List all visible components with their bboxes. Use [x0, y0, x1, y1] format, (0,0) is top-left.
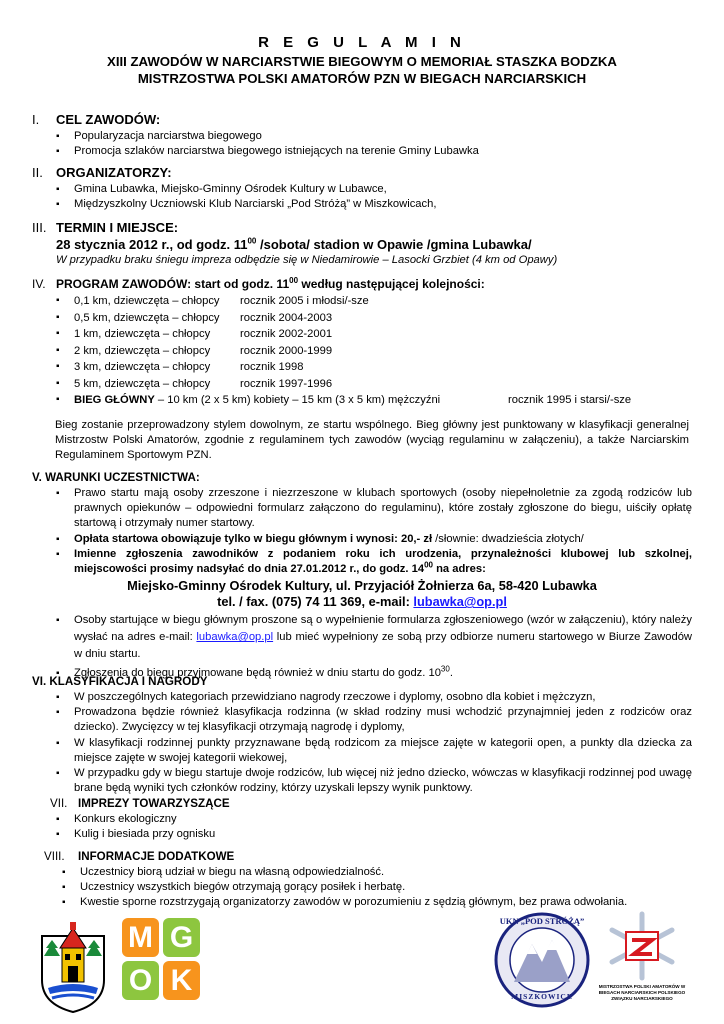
section-klasyfikacja: [32, 675, 692, 796]
section-heading: VI. KLASYFIKACJA I NAGRODY: [32, 675, 208, 688]
race-item: ▪ 0,1 km, dziewczęta – chłopcy rocznik 2005 i młodsi/-sze: [52, 293, 702, 310]
list-item: ▪ Kulig i biesiada przy ognisku: [52, 827, 650, 842]
race-item: ▪ 5 km, dziewczęta – chłopcy rocznik 1997-1996: [52, 376, 702, 393]
mgok-logo: [122, 918, 200, 1000]
mgok-letter-m: M: [122, 918, 159, 957]
ukn-top-text: UKN „POD STRÓŻĄ”: [499, 916, 585, 926]
race-item: ▪ 1 km, dziewczęta – chłopcy rocznik 2002-2001: [52, 326, 702, 343]
list-item: ▪ Konkurs ekologiczny: [52, 812, 650, 827]
list-item: ▪ W przypadku gdy w biegu startuje dwoje rodziców, lub więcej niż jedno dziecko, wówczas w klasyfikacji rodzinnej pod uwagę brane będą wyniki tych członków rodziny, którzy uzyskali lepszy wynik punktowy.: [52, 766, 692, 796]
list-item: ▪ Gmina Lubawka, Miejsko-Gminny Ośrodek Kultury w Lubawce,: [52, 182, 692, 197]
list-item: ▪ Uczestnicy wszystkich biegów otrzymają gorący posiłek i herbatę.: [58, 880, 704, 895]
list-item: ▪ Opłata startowa obowiązuje tylko w biegu głównym i wynosi: 20,- zł /słownie: dwadzieścia złotych/: [52, 532, 692, 547]
list-item: ▪ Kwestie sporne rozstrzygają organizatorzy zawodów w porozumieniu z sędzią głównym, bez prawa odwołania.: [58, 895, 704, 910]
event-date: 28 stycznia 2012 r., od godz. $11^{00}$ /sobota/ stadion w Opawie /gmina Lubawka/: [56, 236, 532, 252]
organizer-contact: tel. / fax. (075) 74 11 369, e-mail: lubawka@op.pl: [217, 594, 507, 610]
section-number: III.: [32, 220, 47, 235]
section-heading: CEL ZAWODÓW:: [56, 112, 161, 127]
section-imprezy: [50, 797, 650, 842]
race-item: ▪ 2 km, dziewczęta – chłopcy rocznik 2000-1999: [52, 343, 702, 360]
section-organizatorzy: [32, 165, 692, 212]
lubawka-coat-of-arms-logo: [38, 918, 108, 1014]
section-number: IV.: [32, 277, 46, 291]
document-subtitle-2: MISTRZOSTWA POLSKI AMATORÓW PZN W BIEGACH NARCIARSKICH: [137, 71, 587, 86]
section-program: [32, 277, 702, 409]
mgok-letter-g: G: [163, 918, 200, 957]
section-number: I.: [32, 112, 40, 127]
mgok-letter-k: K: [163, 961, 200, 1000]
race-item: ▪ 0,5 km, dziewczęta – chłopcy rocznik 2004-2003: [52, 310, 702, 327]
race-list: [52, 293, 702, 409]
ukn-bottom-text: MISZKOWICE: [511, 992, 573, 1001]
list-item: ▪ Imienne zgłoszenia zawodników z podaniem roku ich urodzenia, przynależności klubowej lub szkolnej, miejscowości prosimy nadsyłać do dnia 27.01.2012 r., do godz. $14^{00}$ na adres:: [52, 547, 692, 577]
main-race-item: ▪ BIEG GŁÓWNY – 10 km (2 x 5 km) kobiety – 15 km (3 x 5 km) mężczyźni rocznik 1995 i starsi/-sze: [52, 392, 702, 409]
document-title: R E G U L A M I N: [258, 34, 466, 51]
list-item: ▪ Popularyzacja narciarstwa biegowego: [52, 129, 692, 144]
list-item: ▪ Międzyszkolny Uczniowski Klub Narciarski „Pod Stróżą” w Miszkowicach,: [52, 197, 692, 212]
document-subtitle-1: XIII ZAWODÓW W NARCIARSTWIE BIEGOWYM O MEMORIAŁ STASZKA BODZKA: [107, 54, 617, 69]
email-link[interactable]: lubawka@op.pl: [196, 631, 274, 644]
alternate-location: W przypadku braku śniegu impreza odbędzie się w Niedamirowie – Lasocki Grzbiet (4 km od Opawy): [56, 254, 558, 266]
pzn-caption: MISTRZOSTWA POLSKI AMATORÓW W BIEGACH NARCIARSKICH POLSKIEGO ZWIĄZKU NARCIARSKIEGO: [598, 984, 686, 1001]
list-item: ▪ Uczestnicy biorą udział w biegu na własną odpowiedzialność.: [58, 865, 704, 880]
section-heading: V. WARUNKI UCZESTNICTWA:: [32, 471, 200, 484]
list-item: ▪ Zgłoszenia do biegu przyjmowane będą również w dniu startu do godz. $10^{30}$.: [52, 666, 692, 681]
ukn-pod-stroza-logo: [494, 910, 590, 1010]
section-heading: IMPREZY TOWARZYSZĄCE: [78, 797, 230, 810]
section-heading: INFORMACJE DODATKOWE: [78, 850, 235, 863]
pzn-mistrzostwa-logo: [596, 910, 688, 1010]
mgok-letter-o: O: [122, 961, 159, 1000]
organizer-address: Miejsko-Gminny Ośrodek Kultury, ul. Przyjaciół Żołnierza 6a, 58-420 Lubawka: [127, 578, 597, 594]
program-description: Bieg zostanie przeprowadzony stylem dowolnym, ze startu wspólnego. Bieg główny jest punktowany w klasyfikacji generalnej Mistrzostw Polski Amatorów, zgodnie z regulaminem tych zawodów (wyciąg regulaminu w załączeniu), a także Narciarskim Regulaminem Sportowym PZN.: [55, 419, 689, 462]
section-cel: [32, 112, 692, 159]
section-warunki: [32, 471, 692, 681]
list-item: ▪ Prowadzona będzie również klasyfikacja rodzinna (w skład rodziny musi wchodzić przynajmniej jeden z rodziców oraz dziecko). Zwycięzcy w tej klasyfikacji otrzymają nagrodę i dyplomy,: [52, 705, 692, 735]
section-heading: PROGRAM ZAWODÓW: start od godz. $11^{00}$ według następującej kolejności:: [56, 276, 485, 291]
section-number: II.: [32, 165, 43, 180]
list-item: ▪ Prawo startu mają osoby zrzeszone i niezrzeszone w klubach sportowych (osoby niepełnoletnie za zgodą rodziców lub prawnych opiekunów – odpowiedni formularz załączono do regulaminu), które zostały zgłoszone do biegu, uiściły opłatę startową i otrzymały numer startowy.: [52, 486, 692, 532]
race-item: ▪ 3 km, dziewczęta – chłopcy rocznik 1998: [52, 359, 702, 376]
list-item: ▪ W klasyfikacji rodzinnej punkty przyznawane będą rodzicom za miejsce zajęte w kategorii open, a punkty dla dziecka za miejsce zajęte w swojej kategorii wiekowej,: [52, 736, 692, 766]
section-termin: [32, 220, 702, 268]
email-link[interactable]: lubawka@op.pl: [413, 594, 507, 610]
list-item: ▪ Osoby startujące w biegu głównym proszone są o wypełnienie formularza zgłoszeniowego (wzór w załączeniu), który należy wysłać na adres e-mail: lubawka@op.pl lub mieć wypełniony ze sobą przy odbiorze numeru startowego w Biurze Zawodów w dniu startu.: [52, 612, 692, 663]
section-heading: ORGANIZATORZY:: [56, 165, 172, 180]
list-item: ▪ Promocja szlaków narciarstwa biegowego istniejących na terenie Gminy Lubawka: [52, 144, 692, 159]
list-item: ▪ W poszczególnych kategoriach przewidziano nagrody rzeczowe i dyplomy, osobno dla kobiet i mężczyzn,: [52, 690, 692, 705]
snowflake-icon: [596, 910, 688, 982]
section-number: VIII.: [44, 850, 65, 863]
section-number: VII.: [50, 797, 68, 810]
section-informacje: [44, 850, 704, 911]
section-heading: TERMIN I MIEJSCE:: [56, 220, 179, 235]
